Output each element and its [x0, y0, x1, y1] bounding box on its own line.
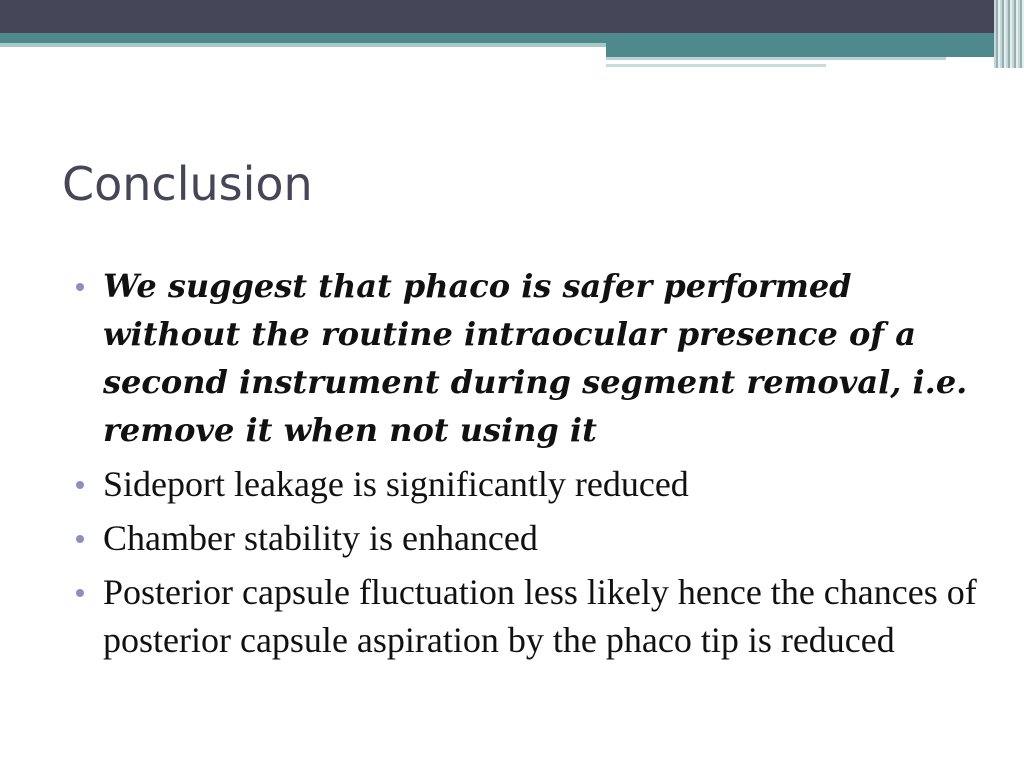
bullet-item — [72, 568, 992, 664]
bullet-dot-icon — [76, 589, 84, 597]
bullet-text: Sideport leakage is significantly reduced — [103, 464, 689, 504]
bullet-dot-icon — [76, 283, 84, 291]
header-right-pale-line — [606, 57, 946, 60]
bullet-dot-icon — [76, 481, 84, 489]
header-right-thin-line — [606, 64, 826, 67]
header-right-fill — [606, 47, 1024, 57]
header-band-dark — [0, 0, 1024, 33]
slide-title: Conclusion — [62, 157, 313, 211]
header-band-highlight — [0, 43, 606, 47]
header-stripes-decoration — [994, 0, 1024, 68]
bullet-text: Chamber stability is enhanced — [103, 518, 538, 558]
bullet-dot-icon — [76, 535, 84, 543]
bullet-item — [72, 514, 992, 562]
bullet-text: Posterior capsule fluctuation less likely hence the chances of posterior capsule aspiration by the phaco tip is reduced — [103, 572, 977, 660]
bullet-text: We suggest that phaco is safer performed without the routine intraocular presence of a second instrument during segment removal, i.e. remove it when not using it — [103, 267, 968, 449]
bullet-list — [72, 262, 992, 670]
bullet-item — [72, 460, 992, 508]
bullet-item — [72, 262, 992, 454]
